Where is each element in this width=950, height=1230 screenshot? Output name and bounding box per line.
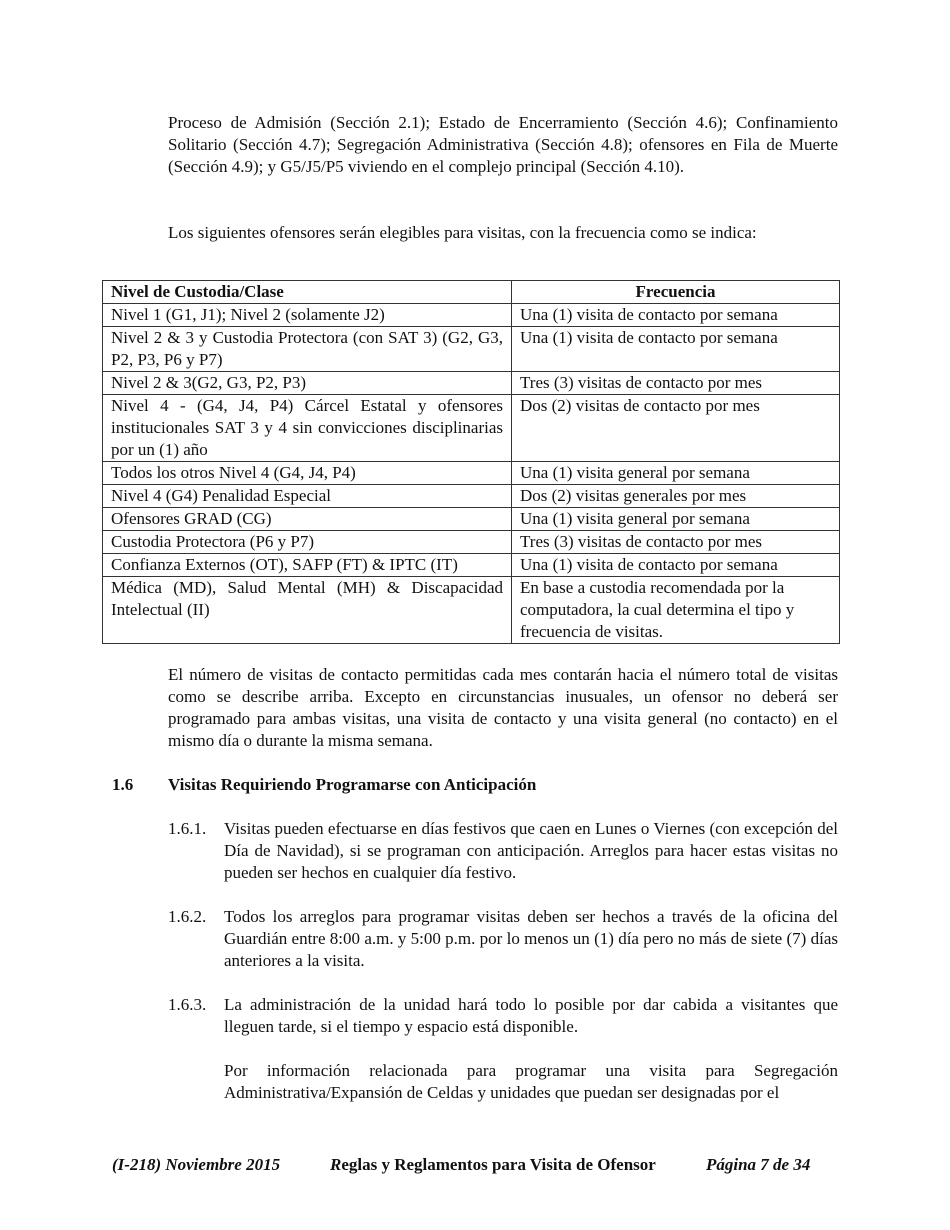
custody-level-cell: Confianza Externos (OT), SAFP (FT) & IPTC (IT) xyxy=(103,554,512,577)
section-heading xyxy=(112,774,536,796)
footer-document-title xyxy=(330,1154,656,1176)
contact-visits-paragraph: El número de visitas de contacto permitidas cada mes contarán hacia el número total de visitas como se describe arriba. Excepto en circunstancias inusuales, un ofensor no deberá ser programado para ambas visitas, una visita de contacto y una visita general (no contacto) en el mismo día o durante la misma semana. xyxy=(168,665,838,750)
item-text: Visitas pueden efectuarse en días festivos que caen en Lunes o Viernes (con excepción del Día de Navidad), si se programan con anticipación. Arreglos para hacer estas visitas no pueden ser hechos en cualquier día festivo. xyxy=(224,819,838,882)
footer-page-number: Página 7 de 34 xyxy=(706,1155,811,1174)
item-text: Todos los arreglos para programar visitas deben ser hechos a través de la oficina del Guardián entre 8:00 a.m. y 5:00 p.m. por lo menos un (1) día pero no más de siete (7) días anteriores a la visita. xyxy=(224,907,838,970)
item-text: La administración de la unidad hará todo lo posible por dar cabida a visitantes que lleguen tarde, si el tiempo y espacio está disponible. xyxy=(224,995,838,1036)
custody-level-cell: Nivel 2 & 3 y Custodia Protectora (con SAT 3) (G2, G3, P2, P3, P6 y P7) xyxy=(103,327,512,372)
frequency-cell: Dos (2) visitas de contacto por mes xyxy=(512,395,840,462)
footer-title-initial: R xyxy=(330,1155,342,1174)
table-row xyxy=(103,577,840,644)
custody-level-cell: Nivel 4 - (G4, J4, P4) Cárcel Estatal y ofensores institucionales SAT 3 y 4 sin convicciones disciplinarias por un (1) año xyxy=(103,395,512,462)
custody-level-cell: Nivel 2 & 3(G2, G3, P2, P3) xyxy=(103,372,512,395)
frequency-cell: Tres (3) visitas de contacto por mes xyxy=(512,531,840,554)
visit-frequency-table xyxy=(102,280,840,644)
frequency-cell: Una (1) visita de contacto por semana xyxy=(512,327,840,372)
custody-level-cell: Médica (MD), Salud Mental (MH) & Discapacidad Intelectual (II) xyxy=(103,577,512,644)
table-row xyxy=(103,485,840,508)
table-row xyxy=(103,462,840,485)
custody-level-cell: Custodia Protectora (P6 y P7) xyxy=(103,531,512,554)
table-row xyxy=(103,395,840,462)
scheduling-info-paragraph: Por información relacionada para programar una visita para Segregación Administrativa/Expansión de Celdas y unidades que puedan ser designadas por el xyxy=(224,1061,838,1102)
frequency-cell: Una (1) visita de contacto por semana xyxy=(512,554,840,577)
table-row xyxy=(103,372,840,395)
list-item xyxy=(168,906,838,972)
footer-title-rest: eglas y Reglamentos para Visita de Ofensor xyxy=(341,1155,656,1174)
table-row xyxy=(103,327,840,372)
frequency-cell: Dos (2) visitas generales por mes xyxy=(512,485,840,508)
footer-code-date: (I-218) Noviembre 2015 xyxy=(112,1155,281,1174)
table-row xyxy=(103,304,840,327)
item-number: 1.6.1. xyxy=(168,819,207,838)
table-header-row xyxy=(103,281,840,304)
table-row xyxy=(103,531,840,554)
eligibility-paragraph: Los siguientes ofensores serán elegibles para visitas, con la frecuencia como se indica: xyxy=(168,223,757,242)
column-header-frequency: Frecuencia xyxy=(512,281,840,304)
item-number: 1.6.2. xyxy=(168,907,207,926)
section-title: Visitas Requiriendo Programarse con Anticipación xyxy=(168,775,537,794)
custody-level-cell: Nivel 1 (G1, J1); Nivel 2 (solamente J2) xyxy=(103,304,512,327)
frequency-cell: Una (1) visita de contacto por semana xyxy=(512,304,840,327)
section-number: 1.6 xyxy=(112,775,134,794)
list-item xyxy=(168,818,838,884)
table-row xyxy=(103,508,840,531)
table-row xyxy=(103,554,840,577)
custody-level-cell: Todos los otros Nivel 4 (G4, J4, P4) xyxy=(103,462,512,485)
frequency-cell: En base a custodia recomendada por la computadora, la cual determina el tipo y frecuencia de visitas. xyxy=(512,577,840,644)
list-item xyxy=(168,994,838,1038)
custody-level-cell: Nivel 4 (G4) Penalidad Especial xyxy=(103,485,512,508)
intro-paragraph: Proceso de Admisión (Sección 2.1); Estado de Encerramiento (Sección 4.6); Confinamiento Solitario (Sección 4.7); Segregación Administrativa (Sección 4.8); ofensores en Fila de Muerte (Sección 4.9); y G5/J5/P5 viviendo en el complejo principal (Sección 4.10). xyxy=(168,113,838,176)
item-number: 1.6.3. xyxy=(168,995,207,1014)
frequency-cell: Tres (3) visitas de contacto por mes xyxy=(512,372,840,395)
custody-level-cell: Ofensores GRAD (CG) xyxy=(103,508,512,531)
frequency-cell: Una (1) visita general por semana xyxy=(512,508,840,531)
frequency-cell: Una (1) visita general por semana xyxy=(512,462,840,485)
column-header-level: Nivel de Custodia/Clase xyxy=(103,281,512,304)
